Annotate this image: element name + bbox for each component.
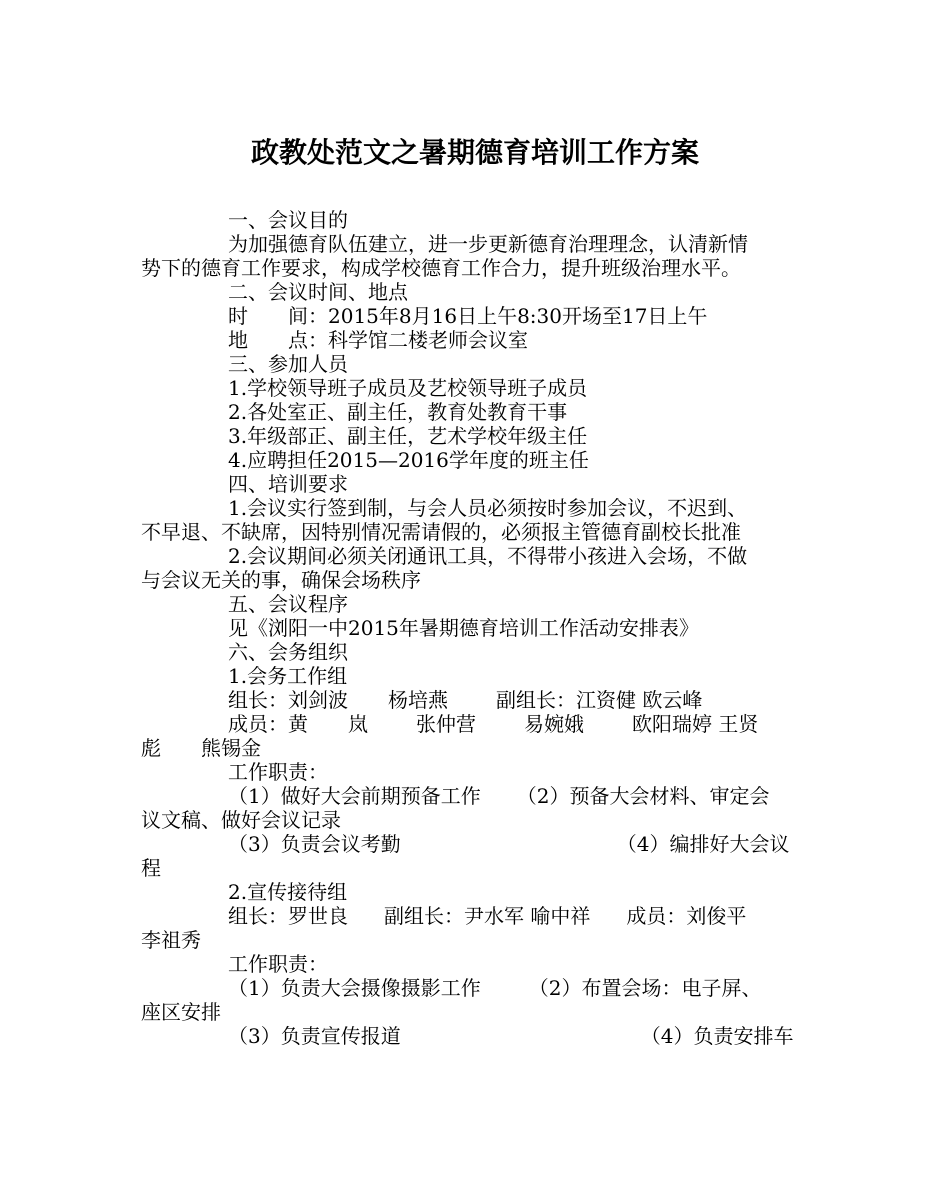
member-name: 欧阳瑞婷 王贤 <box>632 712 759 736</box>
duty-item: （2）布置会场：电子屏、 <box>528 976 762 1000</box>
member-name: 张仲营 <box>416 712 476 736</box>
group-1-duties-row-1 <box>141 784 811 808</box>
group-2-duties-row-1-cont: 座区安排 <box>141 1000 221 1024</box>
group-2-leader: 组长：罗世良 <box>228 904 348 928</box>
place-value: 科学馆二楼老师会议室 <box>328 328 528 352</box>
group-1-deputy: 副组长：江资健 欧云峰 <box>496 688 703 712</box>
time-label: 时 间： <box>228 304 328 328</box>
section-heading: 六、会务组织 <box>228 640 348 664</box>
group-1-duties-row-1-cont: 议文稿、做好会议记录 <box>141 808 341 832</box>
group-1-leader: 组长：刘剑波 杨培燕 <box>228 688 448 712</box>
purpose-line-1: 为加强德育队伍建立，进一步更新德育治理理念，认清新情 <box>228 232 748 256</box>
member-name: 易婉娥 <box>524 712 584 736</box>
section-heading: 三、参加人员 <box>228 352 348 376</box>
duty-item: （4）编排好大会议 <box>616 832 790 856</box>
group-2-duties-row-2 <box>141 1024 811 1048</box>
requirement-2-line-1: 2.会议期间必须关闭通讯工具，不得带小孩进入会场，不做 <box>228 544 748 568</box>
document-body <box>141 208 811 1048</box>
group-1-leaders <box>141 688 811 712</box>
group-1-duties-row-2-cont: 程 <box>141 856 161 880</box>
duty-item: （3）负责会议考勤 <box>228 832 401 856</box>
requirement-1-line-1: 1.会议实行签到制，与会人员必须按时参加会议，不迟到、 <box>228 496 748 520</box>
section-heading: 一、会议目的 <box>228 208 348 232</box>
section-heading: 二、会议时间、地点 <box>228 280 408 304</box>
duty-item: （3）负责宣传报道 <box>228 1024 401 1048</box>
meeting-time <box>141 304 811 328</box>
group-1-duty-label: 工作职责： <box>228 760 328 784</box>
group-1-members-line-2: 彪 熊锡金 <box>141 736 261 760</box>
time-value: 2015年8月16日上午8:30开场至17日上午 <box>328 304 708 328</box>
participant-item: 2.各处室正、副主任，教育处教育干事 <box>228 400 568 424</box>
place-label: 地 点： <box>228 328 328 352</box>
group-2-members: 成员：刘俊平 <box>626 904 747 928</box>
members-label: 成员： <box>228 712 288 736</box>
duty-item: （1）做好大会前期预备工作 <box>228 784 481 808</box>
duty-item: （2）预备大会材料、审定会 <box>516 784 770 808</box>
requirement-2-line-2: 与会议无关的事，确保会场秩序 <box>141 568 421 592</box>
section-heading: 五、会议程序 <box>228 592 348 616</box>
duty-item: （4）负责安排车 <box>640 1024 794 1048</box>
section-heading: 四、培训要求 <box>228 472 348 496</box>
group-2-members-line-2: 李祖秀 <box>141 928 201 952</box>
group-2-title: 2.宣传接待组 <box>228 880 348 904</box>
participant-item: 3.年级部正、副主任，艺术学校年级主任 <box>228 424 588 448</box>
participant-item: 1.学校领导班子成员及艺校领导班子成员 <box>228 376 588 400</box>
group-1-title: 1.会务工作组 <box>228 664 348 688</box>
group-2-leaders <box>141 904 811 928</box>
requirement-1-line-2: 不早退、不缺席，因特别情况需请假的，必须报主管德育副校长批准 <box>141 520 741 544</box>
purpose-line-2: 势下的德育工作要求，构成学校德育工作合力，提升班级治理水平。 <box>141 256 741 280</box>
meeting-place <box>141 328 811 352</box>
member-name: 黄 岚 <box>288 712 368 736</box>
document-title: 政教处范文之暑期德育培训工作方案 <box>250 136 699 169</box>
procedure-text: 见《浏阳一中2015年暑期德育培训工作活动安排表》 <box>228 616 699 640</box>
group-1-members <box>141 712 811 736</box>
group-2-duties-row-1 <box>141 976 811 1000</box>
group-2-deputy: 副组长：尹水军 喻中祥 <box>384 904 591 928</box>
participant-item: 4.应聘担任2015—2016学年度的班主任 <box>228 448 589 472</box>
group-2-duty-label: 工作职责： <box>228 952 328 976</box>
group-1-duties-row-2 <box>141 832 811 856</box>
duty-item: （1）负责大会摄像摄影工作 <box>228 976 481 1000</box>
